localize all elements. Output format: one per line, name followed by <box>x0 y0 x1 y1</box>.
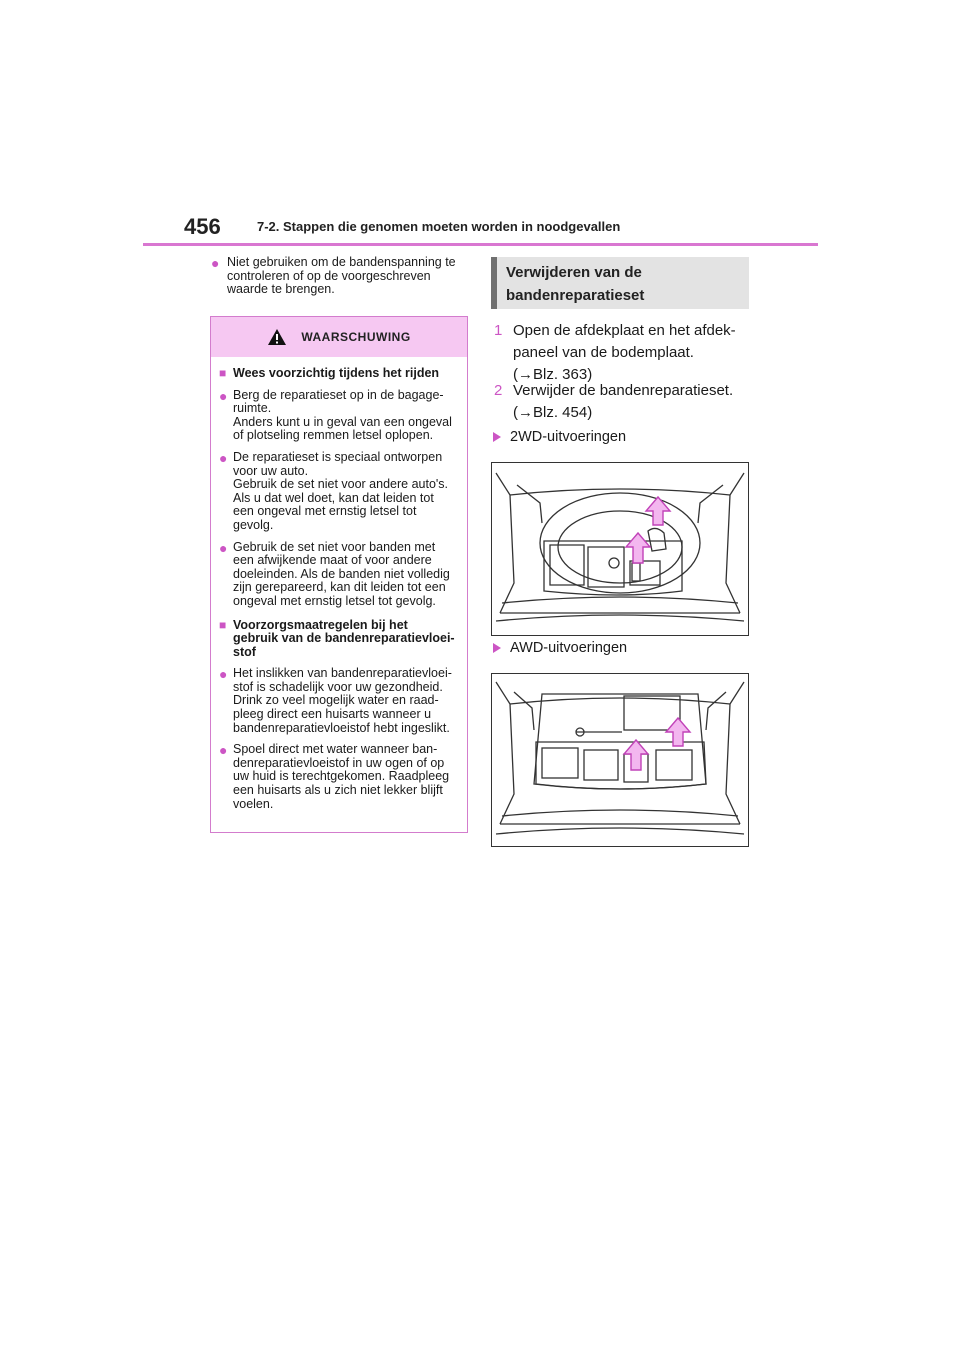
intro-bullet-text: Niet gebruiken om de bandenspanning te controleren of op de voorgeschreven waarde te brengen. <box>227 255 456 296</box>
header-divider <box>143 243 818 246</box>
triangle-bullet-icon <box>493 643 501 653</box>
warning-body <box>211 357 467 811</box>
page-reference: (→Blz. 454) <box>513 404 593 421</box>
bullet-icon: ● <box>219 539 228 556</box>
warning-header <box>211 317 467 357</box>
bullet-icon: ● <box>219 449 228 466</box>
warning-bullet: ● Berg de reparatieset op in de bagage- ruimte. Anders kunt u in geval van een ongeval of plotseling remmen letsel oplopen. <box>219 387 452 443</box>
variant-2wd: 2WD-uitvoeringen <box>493 429 626 445</box>
warning-section-title: ■ Wees voorzichtig tijdens het rijden <box>219 366 440 380</box>
warning-section-title: ■ Voorzorgsmaatregelen bij het gebruik van de bandenreparatievloei- stof <box>219 617 455 659</box>
step-2: 2 Verwijder de bandenreparatieset. (→Blz. 454) <box>494 380 733 424</box>
trunk-illustration-2wd <box>492 463 748 635</box>
bullet-icon: ● <box>211 255 220 271</box>
page-reference: (→Blz. 363) <box>513 366 593 383</box>
section-title: 7-2. Stappen die genomen moeten worden in noodgevallen <box>257 219 621 234</box>
warning-bullet: ● Spoel direct met water wanneer ban- denreparatievloeistof in uw ogen of op uw huid is terechtgekomen. Raadpleeg een huisarts als u zich niet lekker blijft voelen. <box>219 742 450 811</box>
figure-2wd-trunk <box>491 462 749 636</box>
triangle-bullet-icon <box>493 432 501 442</box>
warning-bullet: ● De reparatieset is speciaal ontworpen voor uw auto. Gebruik de set niet voor andere auto's. Als u dat wel doet, kan dat leiden tot een ongeval met ernstig letsel tot gevolg. <box>219 449 449 532</box>
bullet-icon: ● <box>219 742 228 759</box>
trunk-illustration-awd <box>492 674 748 846</box>
warning-bullet: ● Het inslikken van bandenreparatievloei- stof is schadelijk voor uw gezondheid. Drink zo veel mogelijk water en raad- pleeg direct een huisarts wanneer u bandenreparatievloeistof hebt ingeslikt. <box>219 666 452 735</box>
warning-box <box>210 316 468 833</box>
square-bullet-icon: ■ <box>219 366 227 380</box>
intro-bullet <box>211 256 469 297</box>
variant-awd: AWD-uitvoeringen <box>493 640 627 656</box>
warning-heading: WAARSCHUWING <box>301 330 411 344</box>
warning-triangle-icon <box>267 328 287 346</box>
bullet-icon: ● <box>219 666 228 683</box>
warning-bullet: ● Gebruik de set niet voor banden met een afwijkende maat of voor andere doeleinden. Als de banden niet volledig zijn gerepareerd, kan dit leiden tot een ongeval met ernstig letsel tot gevolg. <box>219 539 450 608</box>
bullet-icon: ● <box>219 387 228 404</box>
figure-awd-trunk <box>491 673 749 847</box>
step-1: 1 Open de afdekplaat en het afdek- paneel van de bodemplaat. (→Blz. 363) <box>494 320 736 386</box>
page-number: 456 <box>184 214 221 239</box>
square-bullet-icon: ■ <box>219 617 227 632</box>
removal-heading: Verwijderen van de bandenreparatieset <box>491 257 749 309</box>
